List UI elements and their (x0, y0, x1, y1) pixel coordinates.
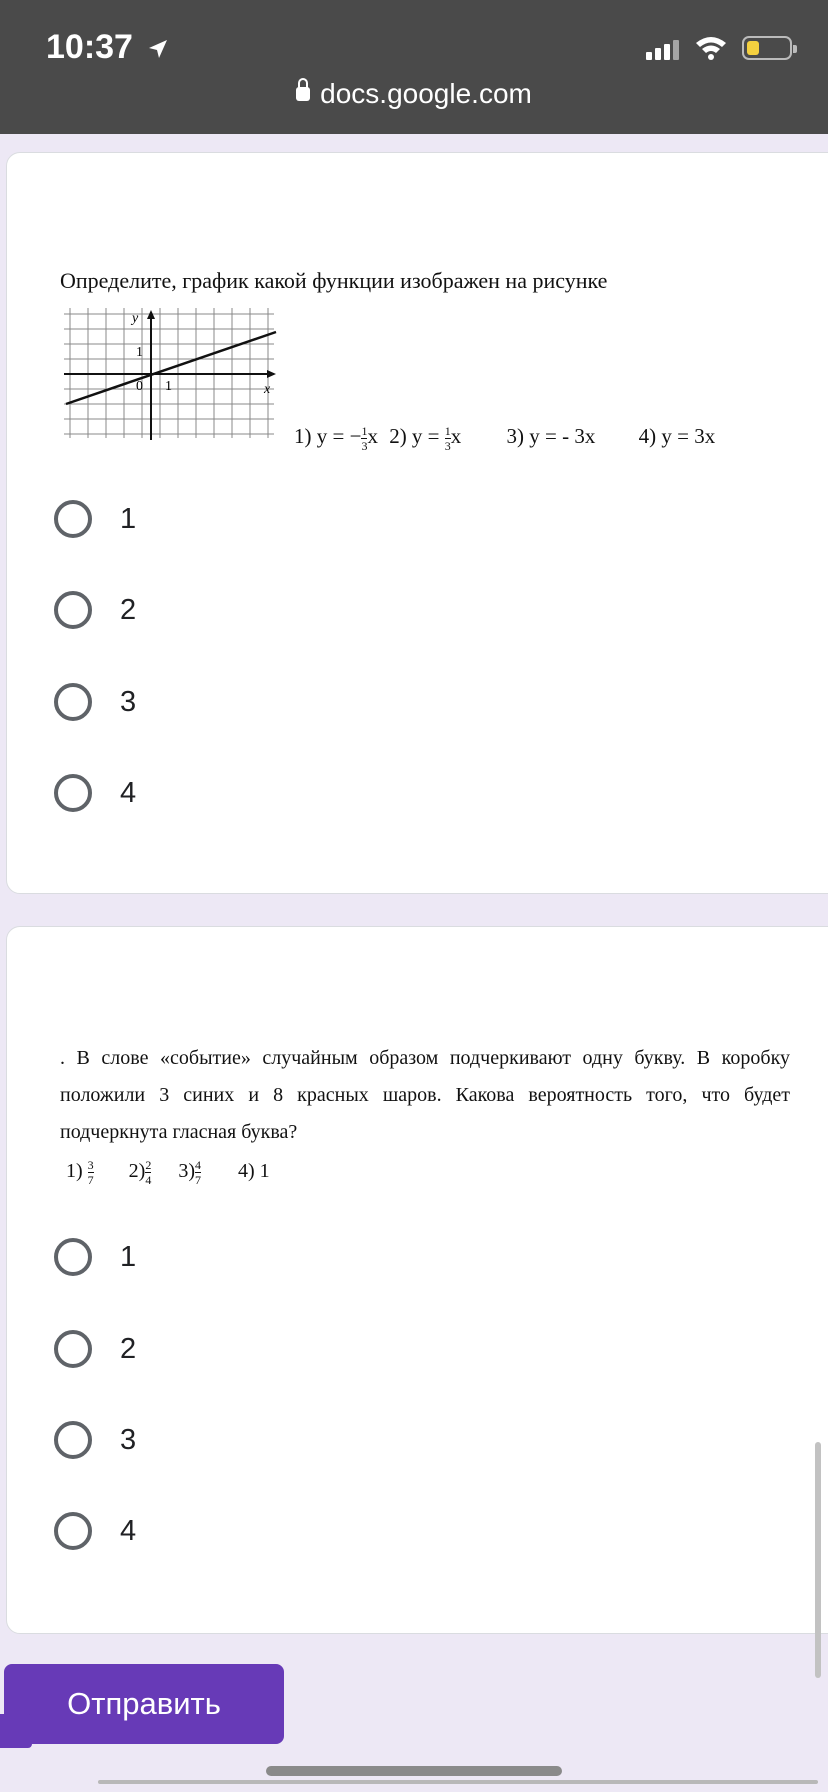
tick-label-origin: 0 (136, 379, 143, 394)
option-label: 3 (120, 1423, 137, 1456)
home-indicator[interactable] (266, 1766, 562, 1776)
status-bar (0, 0, 828, 134)
option-label: 4 (120, 1514, 137, 1547)
question-1-answers (294, 424, 715, 453)
time-text: 10:37 (46, 28, 133, 66)
answer-3: 3) y = - 3x (506, 424, 596, 449)
q2-option-3[interactable] (54, 1415, 136, 1465)
answer-1: 1) $\frac{3}{7}$ (66, 1158, 94, 1187)
answer-4: 4) y = 3x (638, 424, 716, 449)
question-1-title: Определите, график какой функции изображен на рисунке (60, 268, 608, 293)
tick-label-y-1: 1 (136, 345, 143, 360)
axis-label-x: x (264, 382, 271, 397)
q2-option-2[interactable] (54, 1324, 136, 1374)
report-icon[interactable] (0, 1714, 32, 1748)
q1-option-1[interactable] (54, 494, 136, 544)
option-label: 2 (120, 1332, 137, 1365)
q2-option-1[interactable] (54, 1232, 136, 1282)
wifi-icon (694, 34, 728, 60)
answer-2: 2) $\frac{2}{4}$ (128, 1158, 152, 1187)
answer-3: 3) $\frac{4}{7}$ (178, 1158, 202, 1187)
q2-option-4[interactable] (54, 1506, 136, 1556)
clock (46, 28, 170, 67)
battery-icon (742, 36, 792, 60)
answer-4: 4) 1 (238, 1160, 270, 1183)
radio-button[interactable] (54, 774, 92, 812)
radio-button[interactable] (54, 591, 92, 629)
radio-button[interactable] (54, 1330, 92, 1368)
q1-option-2[interactable] (54, 585, 136, 635)
option-label: 2 (120, 593, 137, 626)
location-arrow-icon (146, 37, 170, 61)
option-label: 3 (120, 685, 137, 718)
q1-option-3[interactable] (54, 677, 136, 727)
url-text: docs.google.com (320, 78, 532, 109)
signal-icon (646, 40, 682, 60)
answer-2: 2) y = $\frac{1}{3}$ x (389, 424, 462, 453)
option-label: 1 (120, 502, 137, 535)
page-scroll-track (98, 1780, 818, 1784)
radio-button[interactable] (54, 1238, 92, 1276)
q1-option-4[interactable] (54, 768, 136, 818)
submit-button[interactable]: Отправить (4, 1664, 284, 1744)
url-bar[interactable] (0, 78, 828, 110)
tick-label-x-1: 1 (165, 379, 172, 394)
answer-1: 1) y = − $\frac{1}{3}$ x (294, 424, 378, 453)
scrollbar[interactable] (815, 1442, 821, 1678)
radio-button[interactable] (54, 1512, 92, 1550)
axis-label-y: y (132, 311, 139, 326)
radio-button[interactable] (54, 500, 92, 538)
lock-icon (296, 87, 310, 101)
radio-button[interactable] (54, 1421, 92, 1459)
question-2-answers (66, 1158, 270, 1187)
question-2-text: . В слове «событие» случайным образом подчеркивают одну букву. В коробку положили 3 синих и 8 красных шаров. Какова вероятность того, что будет подчеркнута гласная буква? (60, 1047, 790, 1143)
option-label: 4 (120, 776, 137, 809)
option-label: 1 (120, 1240, 137, 1273)
radio-button[interactable] (54, 683, 92, 721)
function-graph (64, 308, 280, 440)
